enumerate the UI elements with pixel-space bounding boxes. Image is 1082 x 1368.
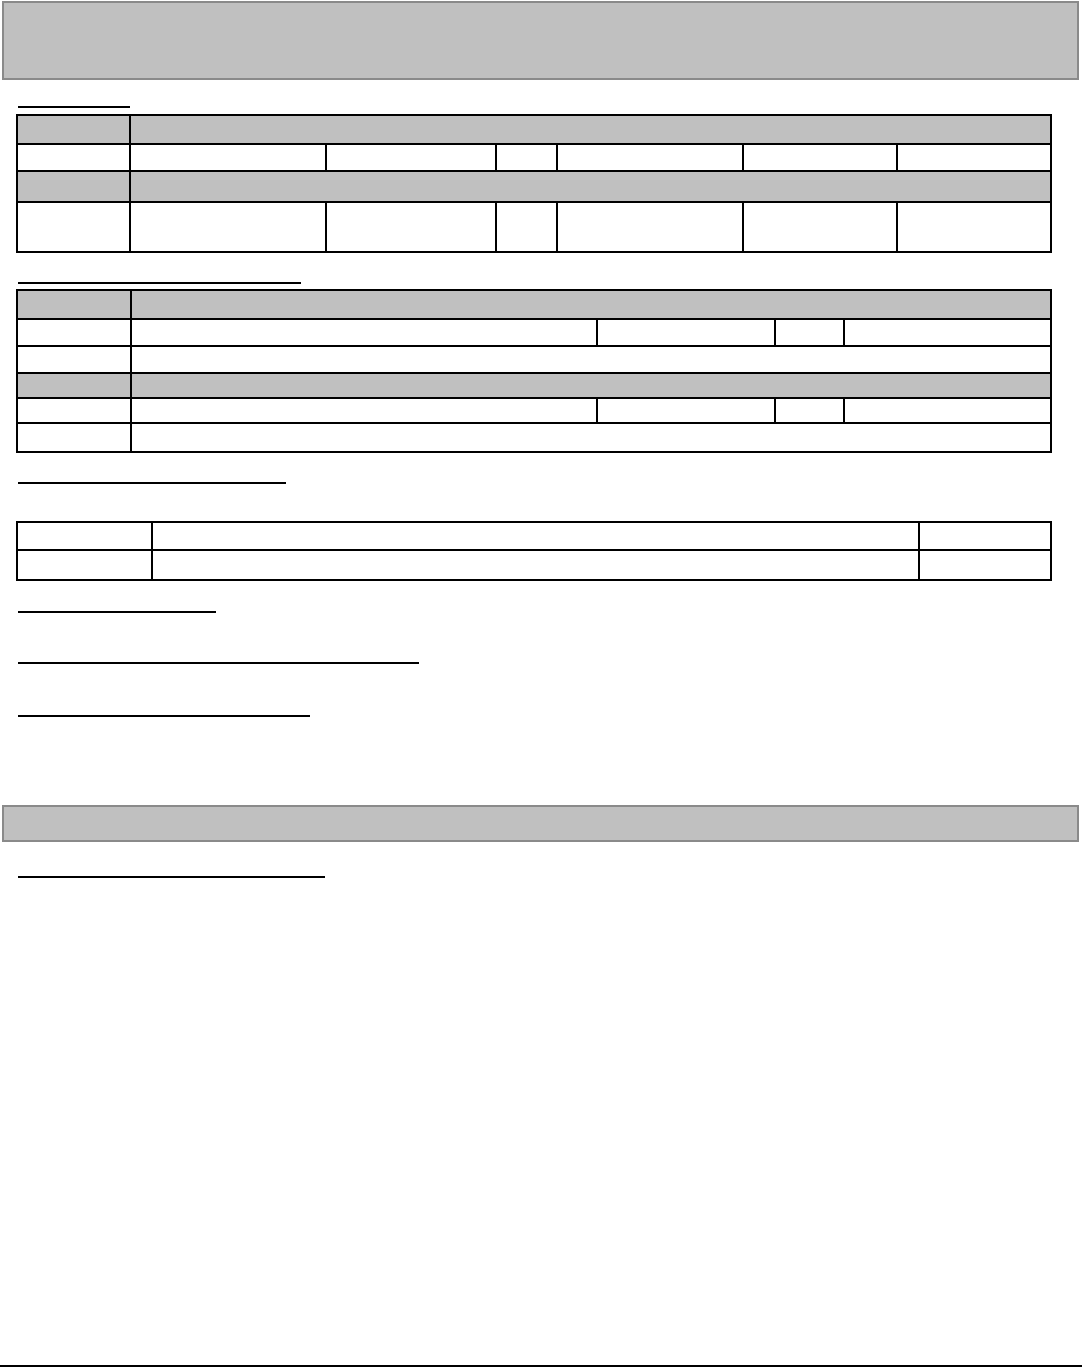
table1-row4-cell[interactable] — [897, 202, 1051, 252]
section-heading-7 — [18, 862, 325, 878]
table1-row2-cell[interactable] — [897, 144, 1051, 171]
table2-row5-field-4[interactable] — [849, 405, 1046, 417]
section-heading-1 — [18, 92, 130, 108]
table2-row4-value — [131, 373, 1051, 398]
header-banner — [2, 1, 1079, 80]
section-heading-4 — [18, 597, 216, 613]
table1-row2-cell[interactable] — [326, 144, 496, 171]
table1-row4-field-1[interactable] — [135, 221, 321, 233]
table2-row3-cell[interactable] — [131, 346, 1051, 373]
table1-row4-cell[interactable] — [130, 202, 326, 252]
table1-row1-value — [130, 115, 1051, 144]
section-heading-3 — [18, 468, 286, 484]
table3-row2-field-2[interactable] — [924, 559, 1046, 571]
form-table-1 — [16, 114, 1052, 253]
table2-row6-field[interactable] — [136, 432, 1046, 444]
table2-row2-cell[interactable] — [131, 319, 597, 346]
table2-row5-field-3[interactable] — [780, 405, 839, 417]
table1-row2-field-1[interactable] — [135, 152, 321, 164]
section-heading-2 — [18, 268, 301, 284]
table2-row5-cell[interactable] — [775, 398, 844, 423]
table3-row1-label — [17, 522, 152, 550]
table2-row2-cell[interactable] — [597, 319, 775, 346]
table2-row5-cell[interactable] — [131, 398, 597, 423]
table2-row2-field-4[interactable] — [849, 327, 1046, 339]
section-heading-6 — [18, 701, 310, 717]
table1-row4-cell[interactable] — [743, 202, 897, 252]
table3-row2-field-1[interactable] — [157, 559, 914, 571]
table2-row5-label — [17, 398, 131, 423]
section-banner — [2, 805, 1079, 842]
table2-row6-cell[interactable] — [131, 423, 1051, 452]
table1-row4-cell[interactable] — [557, 202, 743, 252]
table2-row2-label — [17, 319, 131, 346]
table3-row1-field-1[interactable] — [157, 530, 914, 542]
table2-row2-field-1[interactable] — [136, 327, 592, 339]
table2-row5-field-1[interactable] — [136, 405, 592, 417]
section-banner-title — [4, 807, 1077, 823]
table1-row2-field-4[interactable] — [562, 152, 738, 164]
table1-row4-field-4[interactable] — [562, 221, 738, 233]
table3-row1-cell[interactable] — [919, 522, 1051, 550]
table2-row3-label — [17, 346, 131, 373]
table3-row1-cell[interactable] — [152, 522, 919, 550]
table2-row5-cell[interactable] — [597, 398, 775, 423]
table3-row2-label — [17, 550, 152, 580]
table1-row4-field-6[interactable] — [902, 221, 1046, 233]
table2-row2-cell[interactable] — [775, 319, 844, 346]
table1-row2-label — [17, 144, 130, 171]
table1-row4-label — [17, 202, 130, 252]
section-heading-5 — [18, 648, 419, 664]
table2-row1-label — [17, 290, 131, 319]
table2-row2-field-2[interactable] — [602, 327, 770, 339]
page-bottom-rule — [0, 1365, 1082, 1367]
form-table-3 — [16, 521, 1052, 581]
table1-row3-label — [17, 171, 130, 202]
table2-row3-field[interactable] — [136, 354, 1046, 366]
table1-row2-field-6[interactable] — [902, 152, 1046, 164]
form-table-2 — [16, 289, 1052, 453]
table1-row2-cell[interactable] — [557, 144, 743, 171]
table1-row2-cell[interactable] — [743, 144, 897, 171]
table3-row2-cell[interactable] — [919, 550, 1051, 580]
table1-row4-field-5[interactable] — [748, 221, 892, 233]
header-banner-title — [4, 3, 1077, 19]
table1-row4-cell[interactable] — [326, 202, 496, 252]
table1-row2-cell[interactable] — [496, 144, 557, 171]
table1-row2-field-2[interactable] — [331, 152, 491, 164]
table1-row1-label — [17, 115, 130, 144]
table2-row5-field-2[interactable] — [602, 405, 770, 417]
table1-row4-field-2[interactable] — [331, 221, 491, 233]
table2-row6-label — [17, 423, 131, 452]
table2-row1-value — [131, 290, 1051, 319]
table3-row1-field-2[interactable] — [924, 530, 1046, 542]
table1-row2-field-3[interactable] — [501, 152, 552, 164]
table1-row3-value — [130, 171, 1051, 202]
table1-row2-field-5[interactable] — [748, 152, 892, 164]
table2-row2-cell[interactable] — [844, 319, 1051, 346]
table3-row2-cell[interactable] — [152, 550, 919, 580]
table2-row5-cell[interactable] — [844, 398, 1051, 423]
table1-row4-cell[interactable] — [496, 202, 557, 252]
table1-row4-field-3[interactable] — [501, 221, 552, 233]
table1-row2-cell[interactable] — [130, 144, 326, 171]
table2-row4-label — [17, 373, 131, 398]
table2-row2-field-3[interactable] — [780, 327, 839, 339]
